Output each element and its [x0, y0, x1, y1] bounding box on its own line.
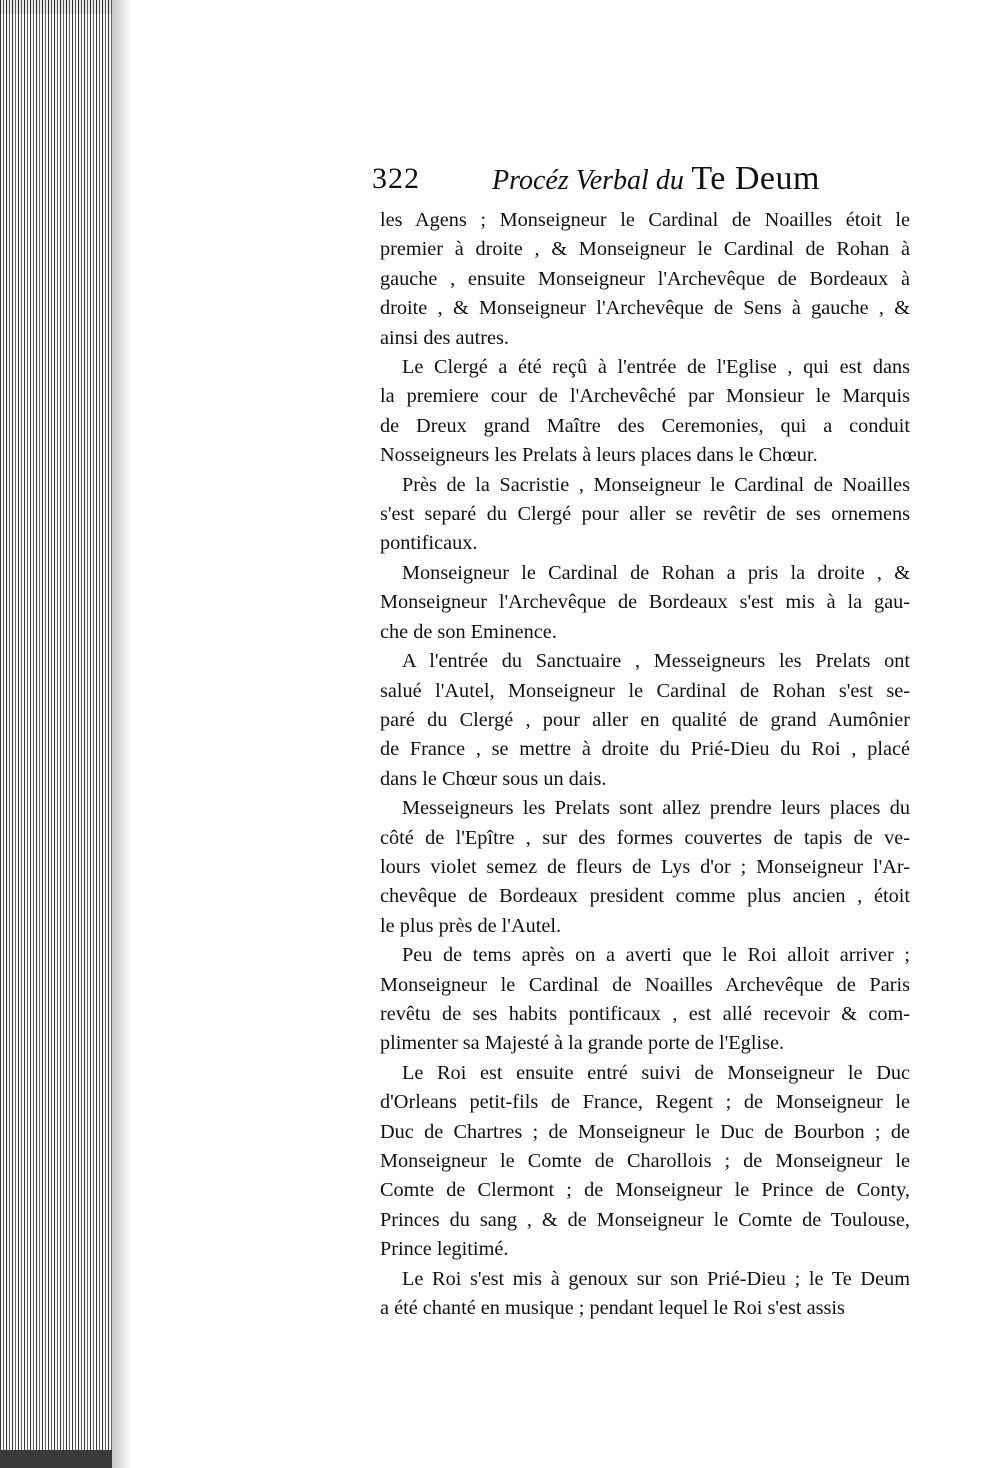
paragraph: [380, 647, 910, 794]
running-title-italic: Procéz Verbal du: [492, 165, 684, 196]
text-line: revêtu de ses habits pontificaux , est allé recevoir & com-: [380, 1002, 910, 1025]
running-head: [372, 160, 910, 204]
text-line: dans le Chœur sous un dais.: [380, 767, 607, 790]
page-number: 322: [372, 162, 420, 195]
text-line: Le Clergé a été reçû à l'entrée de l'Eglise , qui est dans: [402, 356, 910, 379]
paragraph: [380, 471, 910, 559]
text-line: de Dreux grand Maître des Ceremonies, qui a conduit: [380, 414, 910, 437]
text-line: Monseigneur l'Archevêque de Bordeaux s'est mis à la gau-: [380, 591, 910, 614]
text-line: salué l'Autel, Monseigneur le Cardinal de Rohan s'est se-: [380, 679, 910, 702]
text-line: Duc de Chartres ; de Monseigneur le Duc de Bourbon ; de: [380, 1120, 910, 1143]
paragraph: [380, 794, 910, 941]
text-line: A l'entrée du Sanctuaire , Messeigneurs les Prelats ont: [402, 650, 910, 673]
text-line: Monseigneur le Comte de Charollois ; de Monseigneur le: [380, 1150, 910, 1172]
paragraph: [380, 1059, 910, 1265]
text-line: chevêque de Bordeaux president comme plus ancien , étoit: [380, 885, 910, 908]
text-line: che de son Eminence.: [380, 620, 557, 643]
text-line: gauche , ensuite Monseigneur l'Archevêque de Bordeaux à: [380, 267, 910, 290]
text-line: Peu de tems après on a averti que le Roi alloit arriver ;: [402, 944, 910, 967]
paragraph: [380, 353, 910, 471]
paragraph: [380, 1265, 910, 1324]
text-line: paré du Clergé , pour aller en qualité de grand Aumônier: [380, 708, 910, 731]
text-line: Monseigneur le Cardinal de Noailles Archevêque de Paris: [380, 973, 910, 996]
book-page: [372, 160, 910, 1323]
text-line: lours violet semez de fleurs de Lys d'or ; Monseigneur l'Ar-: [380, 855, 910, 878]
paragraph: [380, 206, 910, 353]
text-line: côté de l'Epître , sur des formes couvertes de tapis de ve-: [380, 826, 910, 849]
running-title: [492, 160, 820, 198]
text-line: Messeigneurs les Prelats sont allez prendre leurs places du: [402, 797, 910, 820]
text-line: Princes du sang , & de Monseigneur le Comte de Toulouse,: [380, 1208, 910, 1231]
text-line: Le Roi s'est mis à genoux sur son Prié-Dieu ; le Te Deum: [402, 1267, 910, 1290]
book-page-edges: [0, 0, 112, 1468]
text-line: Prince legitimé.: [380, 1238, 509, 1261]
text-line: le plus près de l'Autel.: [380, 914, 562, 937]
running-title-roman: Te Deum: [691, 160, 820, 197]
text-line: plimenter sa Majesté à la grande porte de l'Eglise.: [380, 1032, 785, 1055]
text-line: la premiere cour de l'Archevêché par Monsieur le Marquis: [380, 385, 910, 408]
text-line: s'est separé du Clergé pour aller se revêtir de ses ornemens: [380, 503, 910, 526]
text-line: Le Roi est ensuite entré suivi de Monseigneur le Duc: [402, 1061, 910, 1084]
book-spine-bottom-edge: [0, 1450, 112, 1468]
text-line: a été chanté en musique ; pendant lequel le Roi s'est assis: [380, 1297, 845, 1320]
text-line: droite , & Monseigneur l'Archevêque de Sens à gauche , &: [380, 297, 910, 320]
text-line: ainsi des autres.: [380, 326, 509, 349]
body-text: [380, 206, 910, 1323]
text-line: Comte de Clermont ; de Monseigneur le Prince de Conty,: [380, 1179, 910, 1202]
text-line: Monseigneur le Cardinal de Rohan a pris la droite , &: [402, 561, 910, 584]
text-line: pontificaux.: [380, 532, 478, 555]
text-line: Nosseigneurs les Prelats à leurs places dans le Chœur.: [380, 444, 818, 467]
text-line: les Agens ; Monseigneur le Cardinal de Noailles étoit le: [380, 209, 910, 231]
text-line: d'Orleans petit-fils de France, Regent ; de Monseigneur le: [380, 1091, 910, 1114]
text-line: de France , se mettre à droite du Prié-Dieu du Roi , placé: [380, 738, 910, 761]
text-line: premier à droite , & Monseigneur le Cardinal de Rohan à: [380, 238, 910, 261]
paragraph: [380, 941, 910, 1059]
paragraph: [380, 559, 910, 647]
text-line: Près de la Sacristie , Monseigneur le Cardinal de Noailles: [402, 473, 910, 496]
